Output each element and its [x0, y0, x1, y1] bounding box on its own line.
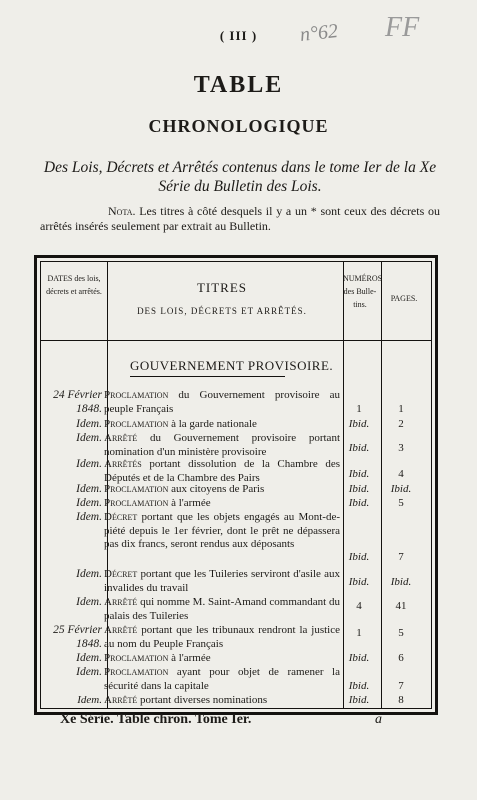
row-title: Arrêtés portant dissolution de la Chambre des Députés et de la Chambre des Pairs: [104, 458, 341, 484]
row-page: 8: [398, 694, 404, 706]
row-date: Idem.: [76, 568, 102, 580]
row-bulletin: Ibid.: [348, 483, 370, 495]
row-date: Idem.: [76, 432, 102, 444]
row-date: Idem.: [77, 694, 102, 706]
section-heading: GOUVERNEMENT PROVISOIRE.: [130, 358, 334, 373]
row-page: Ibid.: [390, 576, 412, 588]
row-bulletin: Ibid.: [348, 468, 370, 480]
row-bulletin: Ibid.: [348, 652, 370, 664]
header-rule: [41, 340, 431, 341]
row-title: Arrêté portant diverses nominations: [104, 694, 268, 706]
row-bulletin: 1: [356, 627, 362, 639]
row-bulletin: Ibid.: [348, 418, 370, 430]
row-page: 5: [398, 627, 404, 639]
note-label: Nota.: [108, 204, 136, 218]
note-paragraph: [40, 204, 440, 234]
row-page: 41: [395, 600, 407, 612]
row-date: Idem.: [76, 652, 102, 664]
page-number: ( III ): [219, 28, 258, 43]
row-bulletin: Ibid.: [348, 680, 370, 692]
row-title: Décret portant que les Tuileries serviront d'asile aux invalides du travail: [104, 568, 340, 594]
footer-series: Xe Série. Table chron. Tome Ier.: [60, 712, 252, 727]
row-title: Arrêté qui nomme M. Saint-Amand commandant du palais des Tuileries: [104, 596, 340, 622]
row-page: 7: [398, 680, 404, 692]
col-header-dates: DATES des lois, décrets et arrêtés.: [46, 274, 102, 296]
col-header-titres: TITRES: [196, 280, 248, 295]
row-title: Proclamation à l'armée: [104, 497, 211, 509]
row-title: Proclamation à l'armée: [104, 652, 211, 664]
row-bulletin: Ibid.: [348, 497, 370, 509]
row-page: 3: [398, 442, 404, 454]
row-page: 7: [398, 551, 404, 563]
intro-text: Des Lois, Décrets et Arrêtés contenus dans le tome Ier de la Xe Série du Bulletin des Lois.: [43, 159, 437, 195]
row-title: Proclamation aux citoyens de Paris: [104, 483, 265, 495]
row-page: 6: [398, 652, 404, 664]
row-date: Idem.: [76, 483, 102, 495]
row-date: Idem.: [76, 511, 102, 523]
row-title: Proclamation à la garde nationale: [104, 418, 257, 430]
col-header-numeros: NUMÉROS des Bulle-tins.: [343, 274, 383, 309]
footer-signature: a: [375, 712, 382, 727]
row-date: Idem.: [76, 596, 102, 608]
row-title: Arrêté du Gouvernement provisoire portant nomination d'un ministère provisoire: [104, 432, 340, 458]
row-date: Idem.: [76, 497, 102, 509]
note-text: Les titres à côté desquels il y a un * sont ceux des décrets ou arrêtés insérés seulement par extrait au Bulletin.: [40, 204, 440, 233]
row-page: 2: [398, 418, 404, 430]
col-header-pages: PAGES.: [390, 294, 418, 303]
row-page: 5: [398, 497, 404, 509]
row-bulletin: Ibid.: [348, 442, 370, 454]
handwritten-note: n°62: [298, 20, 339, 46]
page-subtitle: CHRONOLOGIQUE: [148, 116, 329, 136]
row-title: Arrêté portant que les tribunaux rendront la justice au nom du Peuple Français: [104, 624, 341, 650]
row-bulletin: Ibid.: [348, 576, 370, 588]
row-title: Proclamation ayant pour objet de ramener la sécurité dans la capitale: [104, 666, 340, 692]
row-bulletin: 4: [356, 600, 362, 612]
row-bulletin: Ibid.: [348, 551, 370, 563]
row-bulletin: Ibid.: [348, 694, 370, 706]
page-title: TABLE: [193, 72, 284, 98]
section-rule: [130, 376, 285, 377]
row-page: 1: [398, 403, 404, 415]
row-date: 24 Février 1848.: [53, 389, 102, 415]
row-title: Décret portant que les objets engagés au Mont-de-piété depuis le 1er février, dont le prêt ne dépassera pas dix francs, seront rendus aux déposants: [104, 511, 341, 550]
row-date: Idem.: [76, 666, 102, 678]
row-date: 25 Février 1848.: [53, 624, 102, 650]
handwritten-initials: FF: [385, 12, 420, 43]
row-date: Idem.: [76, 458, 102, 470]
row-bulletin: 1: [356, 403, 362, 415]
row-title: Proclamation du Gouvernement provisoire au peuple Français: [104, 389, 340, 415]
row-page: 4: [398, 468, 404, 480]
row-page: Ibid.: [390, 483, 412, 495]
row-date: Idem.: [76, 418, 102, 430]
col-header-titres-sub: DES LOIS, DÉCRETS ET ARRÊTÉS.: [137, 306, 307, 316]
